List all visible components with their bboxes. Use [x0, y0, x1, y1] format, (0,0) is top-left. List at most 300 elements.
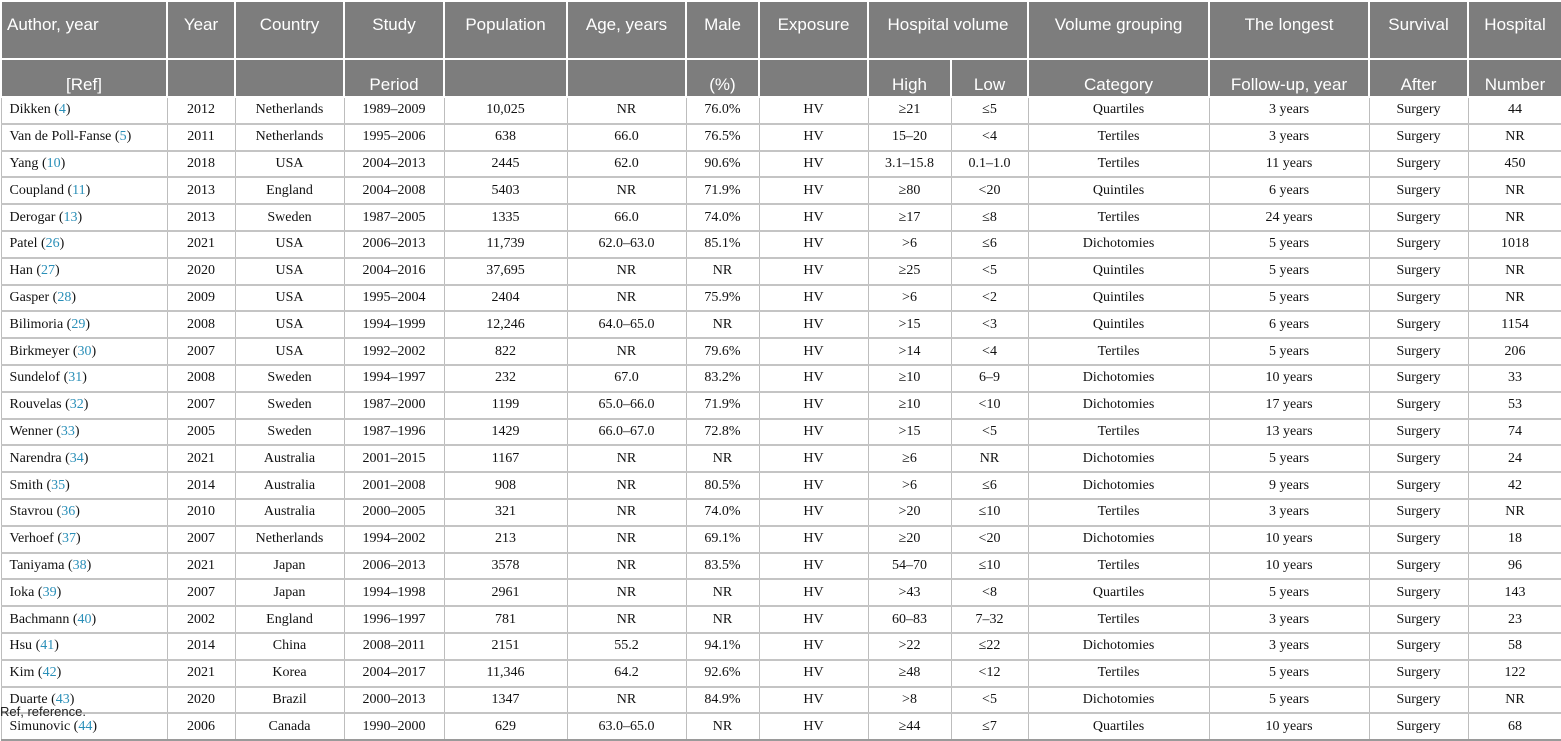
cell-low: <8	[951, 579, 1028, 606]
cell-survival: Surgery	[1369, 151, 1468, 178]
cell-age: NR	[567, 258, 686, 285]
header-male: Male	[686, 1, 759, 59]
cell-high: 15–20	[868, 124, 951, 151]
cell-author: Derogar (13)	[1, 204, 167, 231]
reference-link[interactable]: 39	[42, 584, 57, 600]
cell-followup: 3 years	[1209, 633, 1369, 660]
cell-male: 71.9%	[686, 392, 759, 419]
cell-low: ≤5	[951, 97, 1028, 124]
author-name: Ioka	[9, 584, 35, 600]
cell-exposure: HV	[759, 687, 868, 714]
author-name: Stavrou	[9, 504, 54, 520]
cell-male: 75.9%	[686, 285, 759, 312]
cell-author: Verhoef (37)	[1, 526, 167, 553]
table-row	[1, 151, 1561, 178]
cell-year: 2007	[167, 338, 235, 365]
cell-high: ≥48	[868, 660, 951, 687]
cell-author: Duarte (43)	[1, 687, 167, 714]
reference-link[interactable]: 10	[46, 155, 61, 171]
cell-population: 638	[444, 124, 567, 151]
header-number: Number	[1468, 59, 1561, 97]
header-survival: Survival	[1369, 1, 1468, 59]
author-name: Rouvelas	[9, 397, 62, 413]
cell-male: 83.2%	[686, 365, 759, 392]
author-name: Han	[9, 263, 33, 279]
cell-period: 1994–1999	[344, 311, 444, 338]
cell-high: >6	[868, 472, 951, 499]
cell-year: 2021	[167, 660, 235, 687]
header-study: Study	[344, 1, 444, 59]
cell-period: 1990–2000	[344, 713, 444, 740]
cell-age: 62.0–63.0	[567, 231, 686, 258]
cell-survival: Surgery	[1369, 338, 1468, 365]
cell-country: China	[235, 633, 344, 660]
cell-category: Quartiles	[1028, 97, 1209, 124]
cell-high: >6	[868, 285, 951, 312]
cell-author: Van de Poll-Fanse (5)	[1, 124, 167, 151]
cell-period: 1987–2005	[344, 204, 444, 231]
cell-period: 1992–2002	[344, 338, 444, 365]
cell-year: 2008	[167, 311, 235, 338]
cell-country: Sweden	[235, 392, 344, 419]
cell-category: Dichotomies	[1028, 231, 1209, 258]
cell-category: Dichotomies	[1028, 445, 1209, 472]
cell-population: 232	[444, 365, 567, 392]
cell-age: 67.0	[567, 365, 686, 392]
cell-high: ≥25	[868, 258, 951, 285]
cell-year: 2007	[167, 526, 235, 553]
cell-period: 2000–2013	[344, 687, 444, 714]
cell-male: 92.6%	[686, 660, 759, 687]
cell-year: 2006	[167, 713, 235, 740]
table-row	[1, 124, 1561, 151]
cell-followup: 3 years	[1209, 606, 1369, 633]
cell-followup: 11 years	[1209, 151, 1369, 178]
cell-period: 2004–2013	[344, 151, 444, 178]
cell-year: 2020	[167, 687, 235, 714]
cell-followup: 10 years	[1209, 526, 1369, 553]
table-row	[1, 365, 1561, 392]
cell-followup: 5 years	[1209, 445, 1369, 472]
table-row	[1, 687, 1561, 714]
author-name: Derogar	[9, 209, 56, 225]
cell-year: 2021	[167, 445, 235, 472]
cell-country: USA	[235, 258, 344, 285]
cell-year: 2018	[167, 151, 235, 178]
reference-link[interactable]: 5	[119, 129, 127, 145]
table-row	[1, 258, 1561, 285]
cell-country: Netherlands	[235, 97, 344, 124]
table-footnote: Ref, reference.	[0, 704, 86, 719]
reference-link[interactable]: 32	[69, 397, 84, 413]
cell-high: 3.1–15.8	[868, 151, 951, 178]
header-blank	[167, 59, 235, 97]
cell-author: Bachmann (40)	[1, 606, 167, 633]
cell-age: NR	[567, 177, 686, 204]
cell-low: <20	[951, 177, 1028, 204]
cell-followup: 3 years	[1209, 97, 1369, 124]
cell-high: 60–83	[868, 606, 951, 633]
cell-author: Narendra (34)	[1, 445, 167, 472]
cell-followup: 17 years	[1209, 392, 1369, 419]
cell-hospital: NR	[1468, 687, 1561, 714]
cell-author: Hsu (41)	[1, 633, 167, 660]
cell-age: NR	[567, 338, 686, 365]
cell-male: 72.8%	[686, 419, 759, 446]
cell-low: ≤22	[951, 633, 1028, 660]
cell-followup: 10 years	[1209, 365, 1369, 392]
table-row	[1, 419, 1561, 446]
cell-male: NR	[686, 579, 759, 606]
cell-high: >15	[868, 311, 951, 338]
cell-exposure: HV	[759, 553, 868, 580]
reference-link[interactable]: 4	[58, 102, 66, 118]
cell-country: England	[235, 177, 344, 204]
cell-year: 2012	[167, 97, 235, 124]
header-longest: The longest	[1209, 1, 1369, 59]
cell-country: Australia	[235, 499, 344, 526]
header-volume-grouping: Volume grouping	[1028, 1, 1209, 59]
cell-period: 1996–1997	[344, 606, 444, 633]
header-hospital: Hospital	[1468, 1, 1561, 59]
author-name: Narendra	[9, 450, 62, 466]
cell-category: Quartiles	[1028, 713, 1209, 740]
cell-low: ≤7	[951, 713, 1028, 740]
cell-survival: Surgery	[1369, 606, 1468, 633]
author-name: Taniyama	[9, 557, 65, 573]
cell-followup: 13 years	[1209, 419, 1369, 446]
cell-author: Coupland (11)	[1, 177, 167, 204]
cell-exposure: HV	[759, 177, 868, 204]
cell-male: 85.1%	[686, 231, 759, 258]
cell-male: 84.9%	[686, 687, 759, 714]
cell-low: <20	[951, 526, 1028, 553]
cell-hospital: 122	[1468, 660, 1561, 687]
reference-link[interactable]: 40	[77, 611, 92, 627]
author-name: Patel	[9, 236, 38, 252]
reference-link[interactable]: 26	[45, 236, 60, 252]
cell-low: <4	[951, 338, 1028, 365]
table-row	[1, 579, 1561, 606]
cell-population: 11,739	[444, 231, 567, 258]
cell-followup: 9 years	[1209, 472, 1369, 499]
cell-high: >20	[868, 499, 951, 526]
cell-country: Brazil	[235, 687, 344, 714]
cell-hospital: 44	[1468, 97, 1561, 124]
cell-category: Quintiles	[1028, 177, 1209, 204]
cell-male: NR	[686, 445, 759, 472]
cell-high: >22	[868, 633, 951, 660]
cell-low: 6–9	[951, 365, 1028, 392]
reference-link[interactable]: 13	[63, 209, 78, 225]
author-name: Wenner	[9, 423, 53, 439]
reference-link[interactable]: 37	[61, 531, 76, 547]
cell-population: 2151	[444, 633, 567, 660]
cell-hospital: 18	[1468, 526, 1561, 553]
table-body	[1, 97, 1561, 740]
cell-population: 1199	[444, 392, 567, 419]
cell-low: ≤10	[951, 553, 1028, 580]
author-name: Gasper	[9, 289, 50, 305]
cell-population: 1335	[444, 204, 567, 231]
cell-male: 76.0%	[686, 97, 759, 124]
cell-low: <2	[951, 285, 1028, 312]
cell-followup: 5 years	[1209, 285, 1369, 312]
cell-low: 0.1–1.0	[951, 151, 1028, 178]
cell-low: ≤6	[951, 472, 1028, 499]
cell-male: NR	[686, 311, 759, 338]
cell-male: 79.6%	[686, 338, 759, 365]
cell-country: Sweden	[235, 365, 344, 392]
cell-exposure: HV	[759, 606, 868, 633]
cell-hospital: NR	[1468, 258, 1561, 285]
cell-population: 1167	[444, 445, 567, 472]
cell-population: 2445	[444, 151, 567, 178]
cell-survival: Surgery	[1369, 285, 1468, 312]
table-row	[1, 660, 1561, 687]
cell-exposure: HV	[759, 392, 868, 419]
table-row	[1, 392, 1561, 419]
cell-high: ≥20	[868, 526, 951, 553]
cell-male: 71.9%	[686, 177, 759, 204]
cell-period: 2000–2005	[344, 499, 444, 526]
header-followup: Follow-up, year	[1209, 59, 1369, 97]
cell-year: 2010	[167, 499, 235, 526]
reference-link[interactable]: 31	[68, 370, 83, 386]
reference-link[interactable]: 33	[60, 423, 75, 439]
reference-link[interactable]: 34	[69, 450, 84, 466]
author-name: Coupland	[9, 182, 64, 198]
cell-hospital: 53	[1468, 392, 1561, 419]
cell-age: NR	[567, 472, 686, 499]
reference-link[interactable]: 27	[41, 263, 55, 279]
cell-survival: Surgery	[1369, 204, 1468, 231]
cell-low: <10	[951, 392, 1028, 419]
cell-year: 2007	[167, 579, 235, 606]
cell-hospital: 68	[1468, 713, 1561, 740]
cell-low: ≤6	[951, 231, 1028, 258]
cell-population: 37,695	[444, 258, 567, 285]
table-row	[1, 338, 1561, 365]
header-category: Category	[1028, 59, 1209, 97]
cell-category: Tertiles	[1028, 660, 1209, 687]
cell-period: 2001–2015	[344, 445, 444, 472]
cell-period: 2008–2011	[344, 633, 444, 660]
cell-hospital: 23	[1468, 606, 1561, 633]
table-row	[1, 285, 1561, 312]
cell-category: Tertiles	[1028, 606, 1209, 633]
cell-male: NR	[686, 606, 759, 633]
cell-hospital: 206	[1468, 338, 1561, 365]
cell-period: 1989–2009	[344, 97, 444, 124]
cell-population: 12,246	[444, 311, 567, 338]
cell-followup: 24 years	[1209, 204, 1369, 231]
cell-category: Dichotomies	[1028, 472, 1209, 499]
cell-population: 781	[444, 606, 567, 633]
reference-link[interactable]: 36	[61, 504, 76, 520]
cell-hospital: 450	[1468, 151, 1561, 178]
header-exposure: Exposure	[759, 1, 868, 59]
reference-link[interactable]: 35	[51, 477, 66, 493]
cell-low: ≤8	[951, 204, 1028, 231]
table-row	[1, 177, 1561, 204]
cell-age: 65.0–66.0	[567, 392, 686, 419]
reference-link[interactable]: 38	[72, 557, 87, 573]
author-name: Duarte	[9, 691, 48, 707]
cell-country: USA	[235, 151, 344, 178]
cell-hospital: NR	[1468, 177, 1561, 204]
cell-country: Australia	[235, 472, 344, 499]
table-row	[1, 445, 1561, 472]
cell-country: Korea	[235, 660, 344, 687]
table-header	[1, 1, 1561, 97]
cell-country: USA	[235, 231, 344, 258]
cell-population: 3578	[444, 553, 567, 580]
cell-age: NR	[567, 606, 686, 633]
cell-category: Tertiles	[1028, 204, 1209, 231]
cell-category: Quintiles	[1028, 285, 1209, 312]
header-population: Population	[444, 1, 567, 59]
cell-year: 2014	[167, 633, 235, 660]
cell-period: 2004–2008	[344, 177, 444, 204]
cell-age: 66.0	[567, 204, 686, 231]
cell-author: Ioka (39)	[1, 579, 167, 606]
cell-author: Patel (26)	[1, 231, 167, 258]
cell-high: 54–70	[868, 553, 951, 580]
cell-category: Quartiles	[1028, 579, 1209, 606]
cell-male: 90.6%	[686, 151, 759, 178]
cell-followup: 10 years	[1209, 553, 1369, 580]
cell-followup: 5 years	[1209, 660, 1369, 687]
cell-followup: 5 years	[1209, 687, 1369, 714]
cell-exposure: HV	[759, 258, 868, 285]
cell-survival: Surgery	[1369, 713, 1468, 740]
cell-survival: Surgery	[1369, 365, 1468, 392]
cell-category: Tertiles	[1028, 499, 1209, 526]
cell-age: NR	[567, 97, 686, 124]
cell-exposure: HV	[759, 472, 868, 499]
cell-exposure: HV	[759, 311, 868, 338]
cell-age: NR	[567, 553, 686, 580]
cell-age: NR	[567, 526, 686, 553]
cell-country: Australia	[235, 445, 344, 472]
cell-high: >6	[868, 231, 951, 258]
header-country: Country	[235, 1, 344, 59]
cell-population: 822	[444, 338, 567, 365]
cell-period: 2004–2016	[344, 258, 444, 285]
cell-low: <4	[951, 124, 1028, 151]
table-row	[1, 633, 1561, 660]
table-row	[1, 231, 1561, 258]
cell-age: 55.2	[567, 633, 686, 660]
cell-population: 10,025	[444, 97, 567, 124]
cell-high: >43	[868, 579, 951, 606]
table-row	[1, 311, 1561, 338]
reference-link[interactable]: 43	[55, 691, 70, 707]
cell-country: England	[235, 606, 344, 633]
cell-hospital: NR	[1468, 285, 1561, 312]
cell-followup: 6 years	[1209, 311, 1369, 338]
reference-link[interactable]: 41	[40, 638, 55, 654]
cell-year: 2021	[167, 231, 235, 258]
cell-category: Quintiles	[1028, 258, 1209, 285]
cell-hospital: 24	[1468, 445, 1561, 472]
cell-population: 11,346	[444, 660, 567, 687]
table-row	[1, 606, 1561, 633]
author-name: Sundelof	[9, 370, 61, 386]
cell-hospital: NR	[1468, 204, 1561, 231]
cell-author: Stavrou (36)	[1, 499, 167, 526]
cell-exposure: HV	[759, 97, 868, 124]
cell-exposure: HV	[759, 151, 868, 178]
author-name: Hsu	[9, 638, 33, 654]
cell-survival: Surgery	[1369, 258, 1468, 285]
cell-followup: 5 years	[1209, 579, 1369, 606]
cell-age: 66.0–67.0	[567, 419, 686, 446]
cell-male: 94.1%	[686, 633, 759, 660]
author-name: Birkmeyer	[9, 343, 70, 359]
cell-category: Tertiles	[1028, 151, 1209, 178]
cell-population: 908	[444, 472, 567, 499]
reference-link[interactable]: 29	[71, 316, 86, 332]
cell-population: 213	[444, 526, 567, 553]
cell-age: 63.0–65.0	[567, 713, 686, 740]
cell-exposure: HV	[759, 285, 868, 312]
cell-low: <3	[951, 311, 1028, 338]
cell-followup: 5 years	[1209, 231, 1369, 258]
cell-category: Dichotomies	[1028, 633, 1209, 660]
cell-age: 64.0–65.0	[567, 311, 686, 338]
cell-low: NR	[951, 445, 1028, 472]
cell-period: 1987–1996	[344, 419, 444, 446]
author-name: Simunovic	[9, 718, 71, 734]
cell-country: USA	[235, 285, 344, 312]
cell-survival: Surgery	[1369, 231, 1468, 258]
cell-author: Han (27)	[1, 258, 167, 285]
reference-link[interactable]: 28	[57, 289, 72, 305]
header-low: Low	[951, 59, 1028, 97]
cell-year: 2013	[167, 204, 235, 231]
cell-category: Tertiles	[1028, 419, 1209, 446]
reference-link[interactable]: 11	[72, 182, 86, 198]
cell-survival: Surgery	[1369, 419, 1468, 446]
cell-hospital: 1018	[1468, 231, 1561, 258]
cell-low: 7–32	[951, 606, 1028, 633]
cell-survival: Surgery	[1369, 445, 1468, 472]
reference-link[interactable]: 44	[78, 718, 93, 734]
cell-exposure: HV	[759, 419, 868, 446]
cell-followup: 10 years	[1209, 713, 1369, 740]
cell-category: Tertiles	[1028, 553, 1209, 580]
cell-country: Japan	[235, 553, 344, 580]
cell-period: 1994–2002	[344, 526, 444, 553]
cell-male: NR	[686, 258, 759, 285]
cell-author: Bilimoria (29)	[1, 311, 167, 338]
cell-low: <5	[951, 258, 1028, 285]
cell-period: 1994–1997	[344, 365, 444, 392]
cell-year: 2013	[167, 177, 235, 204]
cell-category: Dichotomies	[1028, 365, 1209, 392]
cell-author: Rouvelas (32)	[1, 392, 167, 419]
reference-link[interactable]: 30	[77, 343, 92, 359]
cell-age: NR	[567, 445, 686, 472]
cell-author: Wenner (33)	[1, 419, 167, 446]
reference-link[interactable]: 42	[42, 665, 57, 681]
cell-exposure: HV	[759, 579, 868, 606]
header-blank	[567, 59, 686, 97]
cell-survival: Surgery	[1369, 499, 1468, 526]
cell-hospital: 96	[1468, 553, 1561, 580]
